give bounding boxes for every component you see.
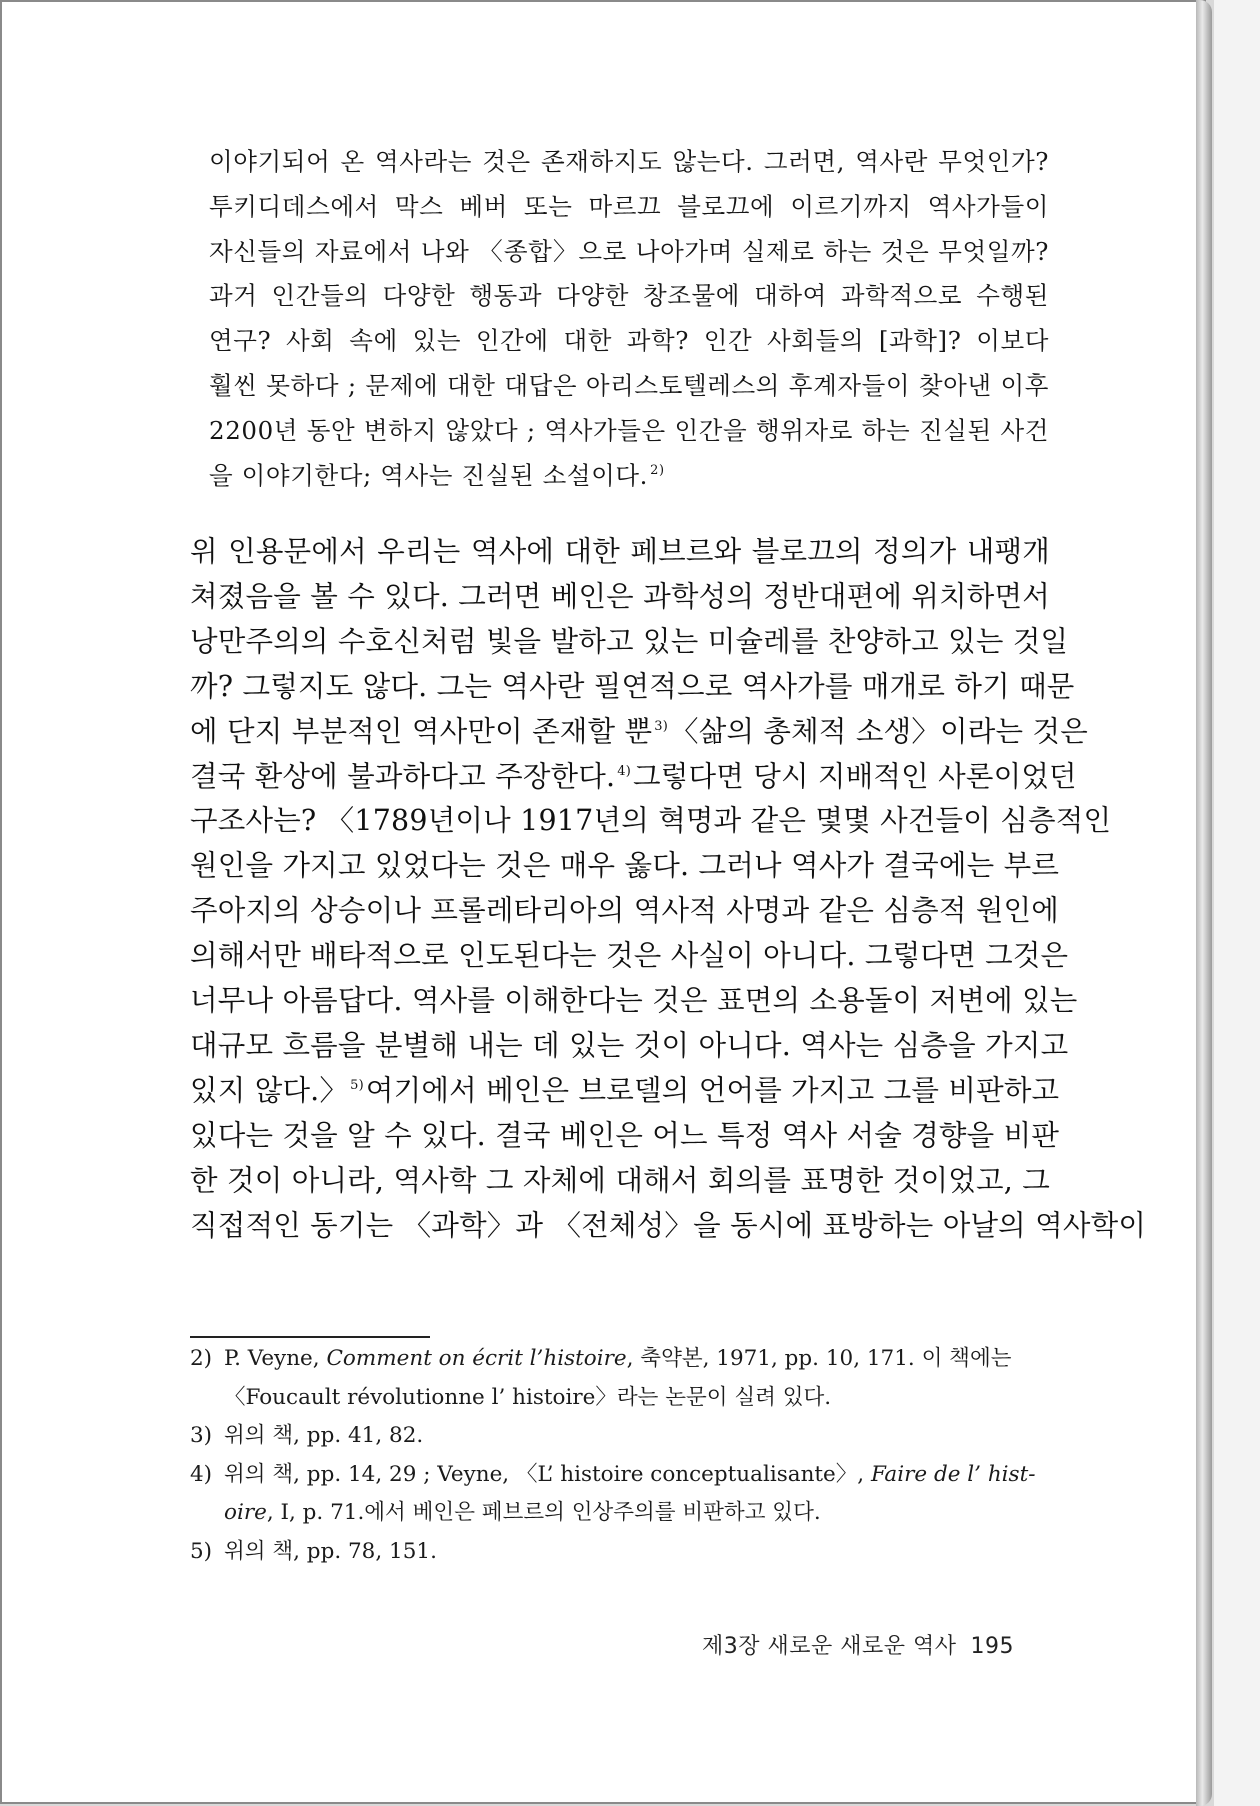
footnote-ref-5[interactable]: 5) — [350, 1078, 364, 1094]
block-quotation — [209, 140, 1049, 498]
book-title: oire — [224, 1500, 267, 1525]
body-line-text: 여기에서 베인은 브로델의 언어를 가지고 그를 비판하고 — [365, 1073, 1060, 1107]
footnote-continuation: 〈Foucault révolutionne l’ histoire〉라는 논문이 실려 있다. — [224, 1384, 832, 1410]
chapter-title: 제3장 새로운 새로운 역사 — [702, 1634, 957, 1659]
body-line: 원인을 가지고 있었다는 것은 매우 옳다. 그러나 역사가 결국에는 부르 — [190, 849, 1060, 883]
quote-line: 이야기되어 온 역사라는 것은 존재하지도 않는다. 그러면, 역사란 무엇인가? — [209, 147, 1049, 176]
footnote-ref-4[interactable]: 4) — [617, 764, 632, 780]
body-line: 너무나 아름답다. 역사를 이해한다는 것은 표면의 소용돌이 저변에 있는 — [190, 984, 1078, 1018]
body-line: 직접적인 동기는 〈과학〉과 〈전체성〉을 동시에 표방하는 아날의 역사학이 — [190, 1208, 1147, 1242]
quote-line: 연구? 사회 속에 있는 인간에 대한 과학? 인간 사회들의 [과학]? 이보다 — [209, 326, 1049, 356]
body-line: 있다는 것을 알 수 있다. 결국 베인은 어느 특정 역사 서술 경향을 비판 — [190, 1118, 1060, 1152]
footnote-4 — [190, 1456, 1050, 1533]
running-footer — [702, 1629, 1014, 1660]
footnote-text: 위의 책, pp. 41, 82. — [224, 1423, 424, 1448]
footnote-text: P. Veyne, — [224, 1346, 327, 1371]
footnote-ref-3[interactable]: 3) — [654, 719, 669, 735]
page-number: 195 — [970, 1634, 1014, 1659]
body-line-text: 〈삶의 총체적 소생〉이라는 것은 — [670, 714, 1088, 748]
footnote-text: 위의 책, pp. 14, 29 ; Veyne, 〈L’ histoire conceptualisante〉, — [224, 1461, 871, 1487]
footnote-text: , Ⅰ, p. 71.에서 베인은 페브르의 인상주의를 비판하고 있다. — [266, 1500, 821, 1525]
body-line — [190, 710, 1088, 755]
body-line: 위 인용문에서 우리는 역사에 대한 페브르와 블로끄의 정의가 내팽개 — [190, 535, 1050, 568]
body-line: 대규모 흐름을 분별해 내는 데 있는 것이 아니다. 역사는 심층을 가지고 — [190, 1028, 1069, 1062]
quote-line: 2200년 동안 변하지 않았다 ; 역사가들은 인간을 행위자로 하는 진실된 사건 — [209, 415, 1049, 445]
footnote-text: , 축약본, 1971, pp. 10, 171. 이 책에는 — [626, 1346, 1012, 1371]
footnote-number: 3) — [190, 1423, 213, 1448]
quote-line: 과거 인간들의 다양한 행동과 다양한 창조물에 대하여 과학적으로 수행된 — [209, 281, 1049, 311]
footnote-2 — [190, 1340, 1050, 1417]
footnote-separator — [190, 1336, 430, 1338]
footnote-number: 5) — [190, 1538, 213, 1564]
body-line-text: 에 단지 부분적인 역사만이 존재할 뿐 — [190, 714, 653, 748]
book-title: Comment on écrit l’histoire — [326, 1346, 627, 1371]
book-title: Faire de l’ hist- — [870, 1461, 1036, 1487]
body-line: 주아지의 상승이나 프롤레타리아의 역사적 사명과 같은 심층적 원인에 — [190, 894, 1060, 928]
footnote-5 — [190, 1533, 1050, 1572]
body-line: 한 것이 아니라, 역사학 그 자체에 대해서 회의를 표명한 것이었고, 그 — [190, 1163, 1050, 1197]
quote-line: 투키디데스에서 막스 베버 또는 마르끄 블로끄에 이르기까지 역사가들이 — [209, 191, 1049, 221]
body-line: 까? 그렇지도 않다. 그는 역사란 필연적으로 역사가를 매개로 하기 때문 — [190, 669, 1075, 703]
body-line-text: 결국 환상에 불과하다고 주장한다. — [190, 759, 616, 793]
quote-line: 훨씬 못하다 ; 문제에 대한 대답은 아리스토텔레스의 후계자들이 찾아낸 이후 — [209, 370, 1049, 400]
body-line-text: 그렇다면 당시 지배적인 사론이었던 — [633, 759, 1077, 793]
body-line: 구조사는? 〈1789년이나 1917년의 혁명과 같은 몇몇 사건들이 심층적인 — [190, 804, 1112, 838]
footnotes — [190, 1340, 1050, 1571]
body-line: 낭만주의의 수호신처럼 빛을 발하고 있는 미슐레를 찬양하고 있는 것일 — [190, 624, 1069, 658]
footnote-text: 위의 책, pp. 78, 151. — [224, 1538, 437, 1564]
body-line — [190, 755, 1077, 800]
body-line-text: 있지 않다.〉 — [190, 1073, 349, 1107]
footnote-continuation — [190, 1494, 1050, 1533]
footnote-number: 2) — [190, 1346, 213, 1371]
footnote-ref-2[interactable]: 2) — [650, 463, 665, 479]
quote-line: 자신들의 자료에서 나와 〈종합〉으로 나아가며 실제로 하는 것은 무엇일까? — [209, 236, 1049, 266]
quote-line — [209, 454, 1049, 499]
body-line: 의해서만 배타적으로 인도된다는 것은 사실이 아니다. 그렇다면 그것은 — [190, 939, 1069, 973]
viewer-background — [1214, 0, 1260, 1806]
quote-line-text: 을 이야기한다; 역사는 진실된 소설이다. — [209, 460, 649, 490]
body-paragraph — [190, 530, 1147, 1249]
page-edge — [1196, 0, 1212, 1806]
body-line — [190, 1069, 1060, 1114]
footnote-number: 4) — [190, 1461, 213, 1487]
footnote-3 — [190, 1417, 1050, 1456]
body-line: 쳐졌음을 볼 수 있다. 그러면 베인은 과학성의 정반대편에 위치하면서 — [190, 579, 1050, 613]
